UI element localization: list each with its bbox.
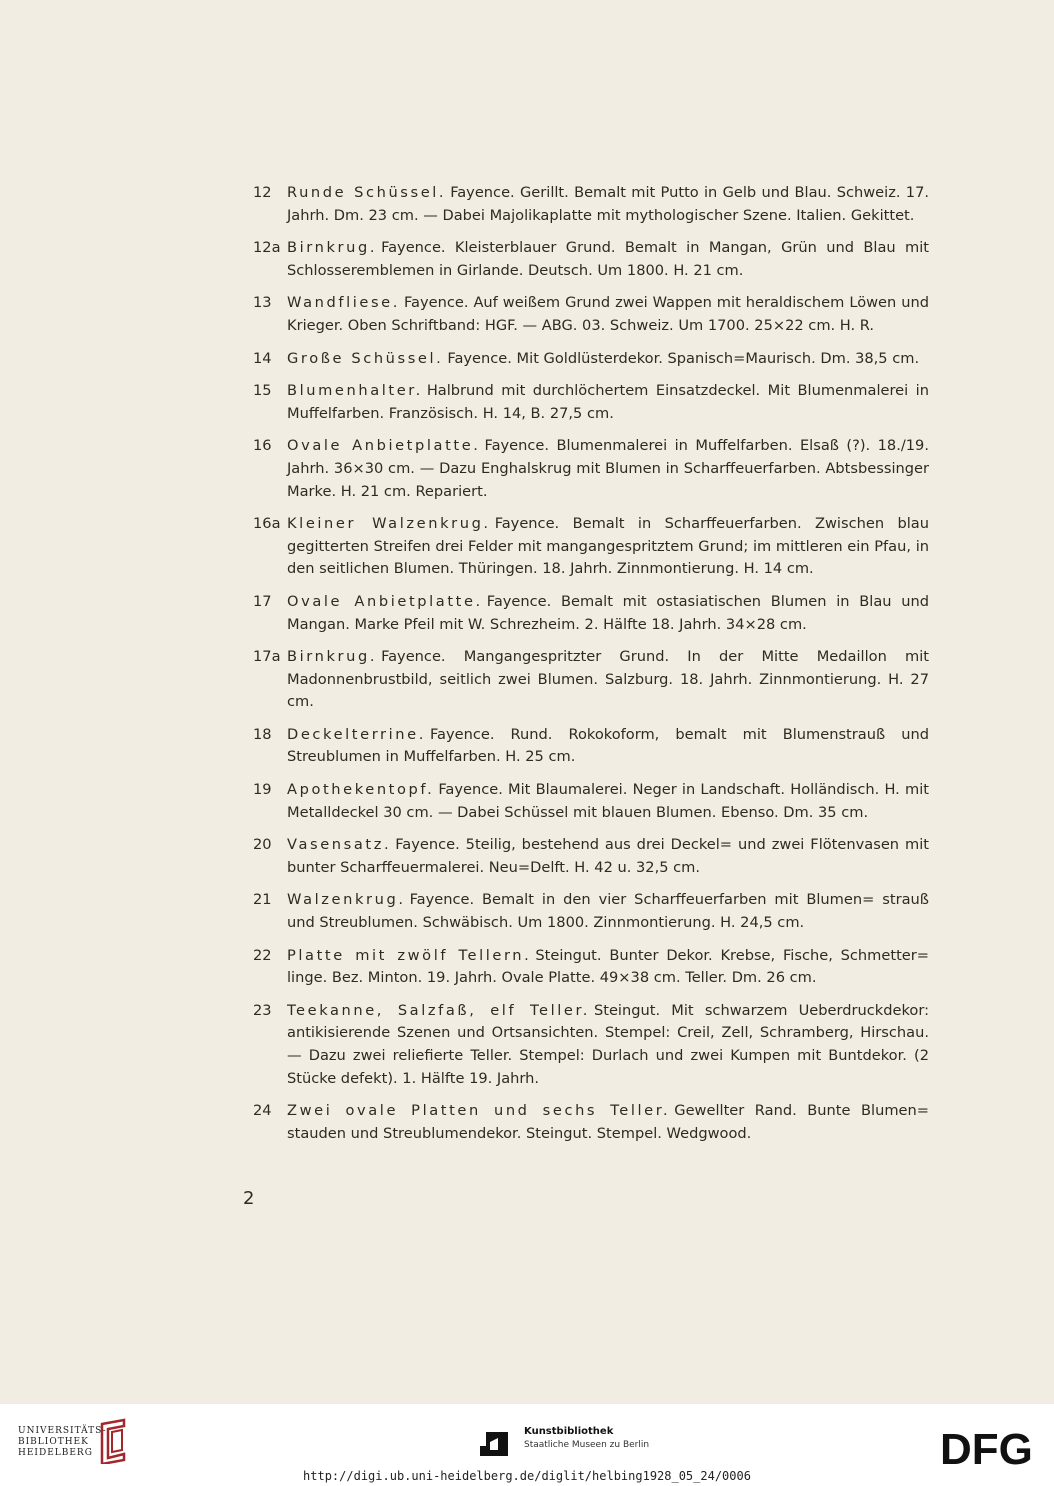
entry-description: Fayence. Auf weißem Grund zwei Wappen mit heraldischem Löwen und Krieger. Oben Schriftband: HGF. — ABG. 03. Schweiz. Um 1700. 25×22 cm. H. R. bbox=[287, 294, 929, 334]
entry-body bbox=[287, 945, 929, 990]
entry-description: Fayence. Gerillt. Bemalt mit Putto in Gelb und Blau. Schweiz. 17. Jahrh. Dm. 23 cm. — Dabei Majolikaplatte mit mythologischer Szene. Italien. Gekittet. bbox=[287, 184, 930, 224]
entry-body bbox=[287, 724, 929, 769]
entry-description: Fayence. Bemalt mit ostasiatischen Blumen in Blau und Mangan. Marke Pfeil mit W. Schrezheim. 2. Hälfte 18. Jahrh. 34×28 cm. bbox=[287, 592, 929, 633]
dfg-logo-text: DFG bbox=[940, 1425, 1033, 1470]
entry-number: 15 bbox=[253, 382, 272, 400]
entry-body bbox=[287, 348, 929, 371]
entry-title: Birnkrug. bbox=[287, 648, 378, 666]
entry-body bbox=[287, 889, 929, 934]
catalog-entry bbox=[253, 348, 929, 371]
entry-body bbox=[287, 182, 929, 227]
entry-description: Fayence. Blumenmalerei in Muffelfarben. Elsaß (?). 18./19. Jahrh. 36×30 cm. — Dazu Enghalskrug mit Blumen in Scharffeuerfarben. Abtsbessinger Marke. H. 21 cm. Repariert. bbox=[287, 437, 929, 500]
catalog-entry bbox=[253, 945, 929, 990]
catalog-entry bbox=[253, 591, 929, 636]
entry-title: Vasensatz. bbox=[287, 836, 392, 854]
entry-number: 22 bbox=[253, 946, 272, 964]
entry-body bbox=[287, 292, 929, 337]
entry-body bbox=[287, 779, 929, 824]
entry-description: Fayence. Mangangespritzter Grund. In der Mitte Medaillon mit Madonnenbrustbild, seitlich zwei Blumen. Salzburg. 18. Jahrh. Zinnmontierung. H. 27 cm. bbox=[287, 648, 929, 711]
catalog-entry bbox=[253, 646, 929, 714]
entry-title: Große Schüssel. bbox=[287, 349, 444, 367]
kunstbibliothek-logo[interactable] bbox=[480, 1422, 680, 1466]
uni-logo-line2: BIBLIOTHEK bbox=[18, 1437, 89, 1447]
entry-title: Ovale Anbietplatte. bbox=[287, 592, 483, 610]
entry-description: Halbrund mit durchlöchertem Einsatzdeckel. Mit Blumenmalerei in Muffelfarben. Französisch. H. 14, B. 27,5 cm. bbox=[287, 382, 929, 422]
entry-number: 21 bbox=[253, 891, 272, 909]
catalog-entry bbox=[253, 1100, 929, 1145]
catalog-entry bbox=[253, 889, 929, 934]
dfg-logo[interactable] bbox=[940, 1424, 1040, 1470]
entry-title: Platte mit zwölf Tellern. bbox=[287, 946, 532, 964]
catalog-entry bbox=[253, 435, 929, 503]
entry-number: 13 bbox=[253, 294, 272, 312]
entry-number: 24 bbox=[253, 1102, 272, 1120]
entry-number: 14 bbox=[253, 349, 272, 367]
entry-body bbox=[287, 1000, 929, 1090]
entry-title: Runde Schüssel. bbox=[287, 184, 447, 201]
entry-title: Wandfliese. bbox=[287, 294, 400, 312]
entry-title: Zwei ovale Platten und sechs Teller. bbox=[287, 1102, 671, 1120]
entry-title: Deckelterrine. bbox=[287, 725, 426, 743]
uni-logo-line3: HEIDELBERG bbox=[18, 1448, 93, 1458]
entry-number: 23 bbox=[253, 1001, 272, 1019]
entry-description: Fayence. Rund. Rokokoform, bemalt mit Blumenstrauß und Streublumen in Muffelfarben. H. 25 cm. bbox=[287, 725, 929, 766]
entry-title: Kleiner Walzenkrug. bbox=[287, 515, 491, 533]
entry-body bbox=[287, 380, 929, 425]
entry-body bbox=[287, 646, 929, 714]
entry-number: 16a bbox=[253, 515, 281, 533]
kunstbibliothek-name: Kunstbibliothek bbox=[524, 1426, 614, 1437]
catalog-entry bbox=[253, 724, 929, 769]
catalog-entry bbox=[253, 513, 929, 581]
entry-title: Walzenkrug. bbox=[287, 891, 406, 909]
entry-body bbox=[287, 591, 929, 636]
entry-title: Blumenhalter. bbox=[287, 382, 423, 400]
entry-body bbox=[287, 1100, 929, 1145]
entry-title: Apothekentopf. bbox=[287, 781, 435, 799]
catalog-entry bbox=[253, 292, 929, 337]
entry-description: Fayence. Mit Goldlüsterdekor. Spanisch=Maurisch. Dm. 38,5 cm. bbox=[447, 349, 920, 367]
entry-title: Ovale Anbietplatte. bbox=[287, 437, 481, 455]
catalog-entry bbox=[253, 182, 929, 227]
entry-title: Teekanne, Salzfaß, elf Teller. bbox=[287, 1001, 590, 1019]
entry-number: 19 bbox=[253, 781, 272, 799]
kunstbibliothek-subtitle: Staatliche Museen zu Berlin bbox=[524, 1440, 650, 1450]
entry-body bbox=[287, 435, 929, 503]
catalog-entry bbox=[253, 1000, 929, 1090]
entry-number: 17a bbox=[253, 648, 281, 666]
entry-description: Fayence. Bemalt in Scharffeuerfarben. Zwischen blau gegitterten Streifen drei Felder mit mangangespritztem Grund; im mittleren ein Pfau, in den seitlichen Blumen. Thüringen. 18. Jahrh. Zinnmontierung. H. 14 cm. bbox=[287, 515, 929, 578]
catalog-entry bbox=[253, 380, 929, 425]
entry-title: Birnkrug. bbox=[287, 239, 378, 257]
catalog-entries bbox=[253, 182, 929, 1155]
entry-body bbox=[287, 513, 929, 581]
entry-description: Fayence. Mit Blaumalerei. Neger in Landschaft. Holländisch. H. mit Metalldeckel 30 cm. — Dabei Schüssel mit blauen Blumen. Ebenso. Dm. 35 cm. bbox=[287, 781, 929, 821]
entry-description: Steingut. Mit schwarzem Ueberdruckdekor: antikisierende Szenen und Ortsansichten. Stempel: Creil, Zell, Schramberg, Hirschau. — Dazu zwei reliefierte Teller. Stempel: Durlach und zwei Kumpen mit Buntdekor. (2 Stücke defekt). 1. Hälfte 19. Jahrh. bbox=[287, 1001, 929, 1087]
entry-number: 20 bbox=[253, 836, 272, 854]
catalog-entry bbox=[253, 834, 929, 879]
entry-number: 18 bbox=[253, 725, 272, 743]
kunstbibliothek-emblem-icon bbox=[480, 1428, 512, 1462]
catalog-entry bbox=[253, 779, 929, 824]
entry-number: 16 bbox=[253, 437, 272, 455]
uni-logo-line1: UNIVERSITÄTS- bbox=[18, 1426, 107, 1436]
source-url-link[interactable]: http://digi.ub.uni-heidelberg.de/diglit/helbing1928_05_24/0006 bbox=[303, 1469, 751, 1483]
entry-description: Steingut. Bunter Dekor. Krebse, Fische, Schmetter= linge. Bez. Minton. 19. Jahrh. Ovale Platte. 49×38 cm. Teller. Dm. 26 cm. bbox=[287, 946, 929, 987]
entry-number: 12 bbox=[253, 184, 272, 201]
entry-description: Gewellter Rand. Bunte Blumen= stauden und Streublumendekor. Steingut. Stempel. Wedgwood. bbox=[287, 1102, 929, 1142]
footer-bar bbox=[0, 1404, 1054, 1486]
catalog-entry bbox=[253, 237, 929, 282]
university-library-logo[interactable] bbox=[18, 1426, 107, 1459]
page-number: 2 bbox=[243, 1188, 255, 1209]
entry-number: 12a bbox=[253, 239, 281, 257]
entry-description: Fayence. Kleisterblauer Grund. Bemalt in Mangan, Grün und Blau mit Schlosseremblemen in Girlande. Deutsch. Um 1800. H. 21 cm. bbox=[287, 239, 929, 279]
entry-description: Fayence. Bemalt in den vier Scharffeuerfarben mit Blumen= strauß und Streublumen. Schwäbisch. Um 1800. Zinnmontierung. H. 24,5 cm. bbox=[287, 891, 929, 932]
entry-description: Fayence. 5teilig, bestehend aus drei Deckel= und zwei Flötenvasen mit bunter Scharffeuermalerei. Neu=Delft. H. 42 u. 32,5 cm. bbox=[287, 836, 929, 876]
university-emblem-icon bbox=[96, 1418, 130, 1464]
entry-body bbox=[287, 237, 929, 282]
entry-number: 17 bbox=[253, 592, 272, 610]
entry-body bbox=[287, 834, 929, 879]
